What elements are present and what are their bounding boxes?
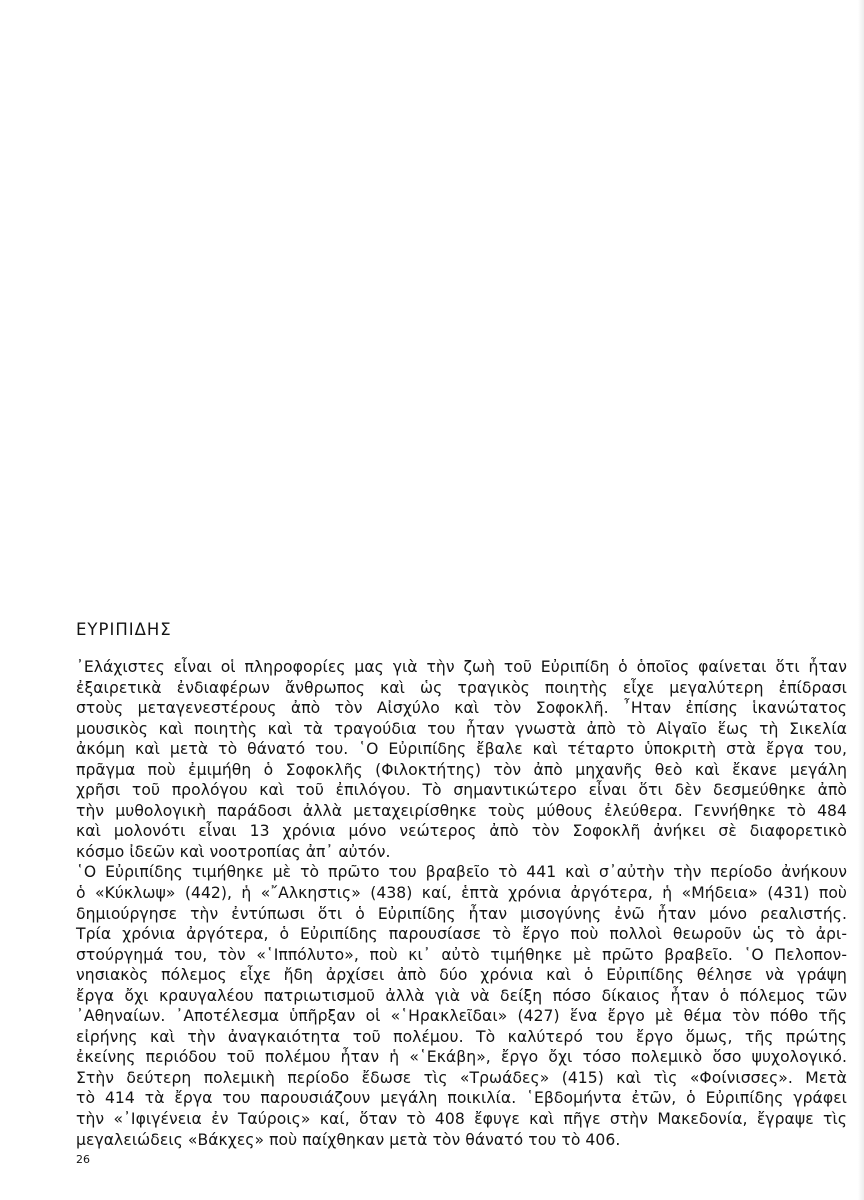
text-line: ἀκόμη καὶ μετὰ τὸ θάνατό του. ῾Ο Εὐριπίδης ἔβαλε καὶ τέταρτο ὑποκριτὴ στὰ ἔργα του, xyxy=(76,740,847,759)
text-line: στούργημά του, τὸν «῾Ιππόλυτο», ποὺ κι᾿ αὐτὸ τιμήθηκε μὲ πρῶτο βραβεῖο. ῾Ο Πελοπον- xyxy=(76,945,847,964)
text-line: καὶ μολονότι εἶναι 13 χρόνια μόνο νεώτερος ἀπὸ τὸν Σοφοκλῆ ἀνήκει σὲ διαφορετικὸ xyxy=(76,822,847,841)
text-line: κόσμο ἰδεῶν καὶ νοοτροπίας ἀπ᾿ αὐτόν. xyxy=(76,842,391,861)
text-line: δημιούργησε τὴν ἐντύπωσι ὅτι ὁ Εὐριπίδης ἦταν μισογύνης ἐνῶ ἦταν μόνο ρεαλιστής. xyxy=(76,904,847,923)
page-edge-shadow xyxy=(858,0,864,1200)
body-text xyxy=(76,657,846,1150)
text-line: πρᾶγμα ποὺ ἐμιμήθη ὁ Σοφοκλῆς (Φιλοκτήτης) τὸν ἀπὸ μηχανῆς θεὸ καὶ ἔκανε μεγάλη xyxy=(76,760,847,779)
text-line: ᾿Αθηναίων. ᾿Αποτέλεσμα ὑπῆρξαν οἱ «῾Ηρακλεῖδαι» (427) ἕνα ἔργο μὲ θέμα τὸν πόθο τῆς xyxy=(76,1007,847,1026)
text-line: ᾿Ελάχιστες εἶναι οἱ πληροφορίες μας γιὰ τὴν ζωὴ τοῦ Εὐριπίδη ὁ ὁποῖος φαίνεται ὅτι ἦταν xyxy=(76,658,847,676)
text-line: Στὴν δεύτερη πολεμικὴ περίοδο ἔδωσε τὶς «Τρωάδες» (415) καὶ τὶς «Φοίνισσες». Μετὰ xyxy=(76,1068,847,1087)
text-line: τὸ 414 τὰ ἔργα του παρουσιάζουν μεγάλη ποικιλία. ῾Εβδομήντα ἐτῶν, ὁ Εὐριπίδης γράφει xyxy=(76,1089,847,1108)
text-line: ὁ «Κύκλωψ» (442), ἡ «῎Αλκηστις» (438) καί, ἑπτὰ χρόνια ἀργότερα, ἡ «Μήδεια» (431) ποὺ xyxy=(76,884,847,903)
text-line: ἐκείνης περιόδου τοῦ πολέμου ἦταν ἡ «῾Εκάβη», ἔργο ὄχι τόσο πολεμικὸ ὅσο ψυχολογικό. xyxy=(76,1048,847,1067)
text-line: ῾Ο Εὐριπίδης τιμήθηκε μὲ τὸ πρῶτο του βραβεῖο τὸ 441 καὶ σ᾿αὐτὴν τὴν περίοδο ἀνήκουν xyxy=(76,863,847,882)
page-number: 26 xyxy=(76,1153,90,1166)
text-line: τὴν «᾿Ιφιγένεια ἐν Ταύροις» καί, ὅταν τὸ 408 ἔφυγε καὶ πῆγε στὴν Μακεδονία, ἔγραψε τὶς xyxy=(76,1110,847,1129)
text-line: τὴν μυθολογικὴ παράδοσι ἀλλὰ μεταχειρίσθηκε τοὺς μύθους ἐλεύθερα. Γεννήθηκε τὸ 484 xyxy=(76,801,847,820)
chapter-heading: ΕΥΡΙΠΙΔΗΣ xyxy=(76,620,172,639)
text-line: χρῆσι τοῦ προλόγου καὶ τοῦ ἐπιλόγου. Τὸ σημαντικώτερο εἶναι ὅτι δὲν δεσμεύθηκε ἀπὸ xyxy=(76,781,847,800)
text-line: εἰρήνης καὶ τὴν ἀναγκαιότητα τοῦ πολέμου. Τὸ καλύτερό του ἔργο ὅμως, τῆς πρώτης xyxy=(76,1027,847,1046)
text-line: Τρία χρόνια ἀργότερα, ὁ Εὐριπίδης παρουσίασε τὸ ἔργο ποὺ πολλοὶ θεωροῦν ὡς τὸ ἀρι- xyxy=(76,925,847,944)
text-line: ἐξαιρετικὰ ἐνδιαφέρων ἄνθρωπος καὶ ὡς τραγικὸς ποιητὴς εἶχε μεγαλύτερη ἐπίδρασι xyxy=(76,678,847,697)
text-line: ἔργα ὄχι κραυγαλέου πατριωτισμοῦ ἀλλὰ γιὰ νὰ δείξη πόσο δίκαιος ἦταν ὁ πόλεμος τῶν xyxy=(76,986,847,1005)
text-line: νησιακὸς πόλεμος εἶχε ἤδη ἀρχίσει ἀπὸ δύο χρόνια καὶ ὁ Εὐριπίδης θέλησε νὰ γράψη xyxy=(76,966,847,985)
text-line: μεγαλειώδεις «Βάκχες» ποὺ παίχθηκαν μετὰ τὸν θάνατό του τὸ 406. xyxy=(76,1130,621,1149)
text-line: μουσικὸς καὶ ποιητὴς καὶ τὰ τραγούδια του ἦταν γνωστὰ ἀπὸ τὸ Αἰγαῖο ἕως τὴ Σικελία xyxy=(76,719,847,738)
text-line: στοὺς μεταγενεστέρους ἀπὸ τὸν Αἰσχύλο καὶ τὸν Σοφοκλῆ. ῏Ηταν ἐπίσης ἱκανώτατος xyxy=(76,699,847,718)
